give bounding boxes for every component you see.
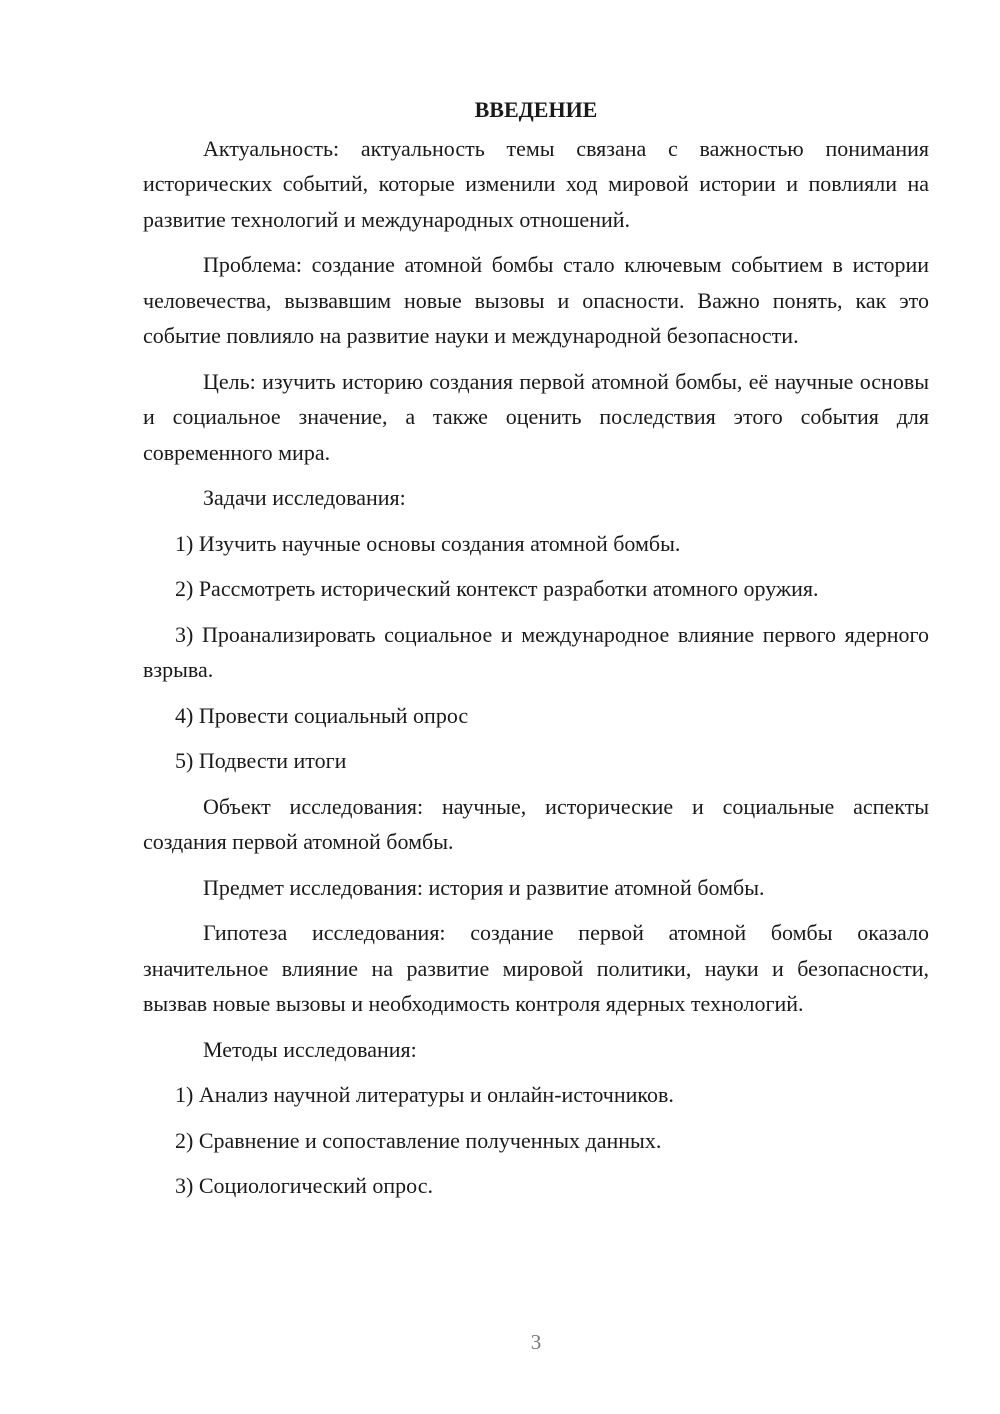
- relevance-paragraph: Актуальность: актуальность темы связана с важностью понимания исторических событий, которые изменили ход мировой истории и повлияли на развитие технологий и международных отношений.: [143, 135, 929, 232]
- page-number: 3: [530, 1330, 542, 1354]
- object-paragraph: Объект исследования: научные, исторические и социальные аспекты создания первой атомной бомбы.: [143, 793, 929, 854]
- tasks-heading: Задачи исследования:: [203, 485, 406, 510]
- page-title: ВВЕДЕНИЕ: [474, 97, 598, 122]
- task-item: 4) Провести социальный опрос: [175, 702, 469, 728]
- page-content: [143, 92, 929, 1214]
- hypothesis-paragraph: Гипотеза исследования: создание первой атомной бомбы оказало значительное влияние на развитие мировой политики, науки и безопасности, вызвав новые вызовы и необходимость контроля ядерных технологий.: [143, 920, 929, 1016]
- goal-paragraph: Цель: изучить историю создания первой атомной бомбы, её научные основы и социальное значение, а также оценить последствия этого события для современного мира.: [143, 368, 929, 465]
- method-item: 2) Сравнение и сопоставление полученных данных.: [175, 1127, 662, 1153]
- problem-paragraph: Проблема: создание атомной бомбы стало ключевым событием в истории человечества, вызвавшим новые вызовы и опасности. Важно понять, как это событие повлияло на развитие науки и международной безопасности.: [143, 252, 929, 348]
- task-item: 5) Подвести итоги: [175, 748, 347, 773]
- method-item: 3) Социологический опрос.: [175, 1173, 433, 1198]
- task-item: 3) Проанализировать социальное и международное влияние первого ядерного взрыва.: [143, 621, 929, 682]
- method-item: 1) Анализ научной литературы и онлайн-источников.: [175, 1082, 674, 1107]
- task-item: 2) Рассмотреть исторический контекст разработки атомного оружия.: [175, 576, 819, 601]
- methods-heading: Методы исследования:: [203, 1036, 417, 1062]
- task-item: 1) Изучить научные основы создания атомной бомбы.: [175, 530, 681, 556]
- subject-paragraph: Предмет исследования: история и развитие атомной бомбы.: [203, 874, 765, 900]
